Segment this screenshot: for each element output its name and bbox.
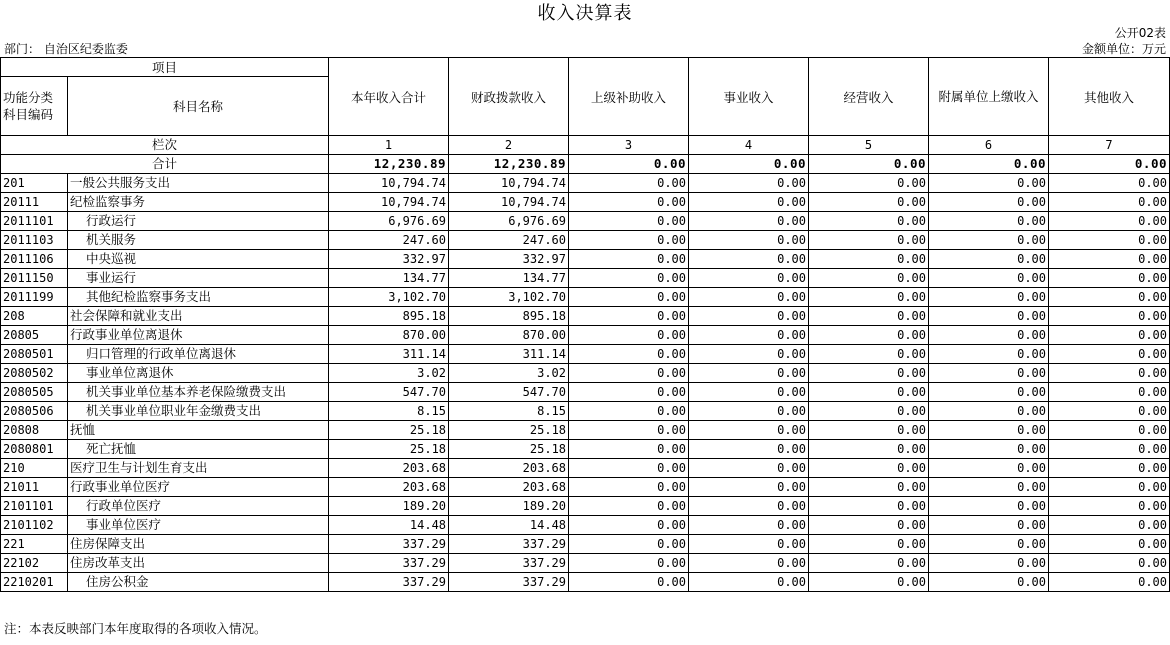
row-value: 0.00 bbox=[569, 402, 689, 421]
row-name: 机关事业单位基本养老保险缴费支出 bbox=[68, 383, 329, 402]
row-value: 0.00 bbox=[569, 554, 689, 573]
total-label: 合计 bbox=[1, 155, 329, 174]
table-row bbox=[1, 231, 1170, 250]
row-value: 0.00 bbox=[569, 383, 689, 402]
table-row bbox=[1, 402, 1170, 421]
row-code: 221 bbox=[1, 535, 68, 554]
row-value: 0.00 bbox=[929, 364, 1049, 383]
row-value: 203.68 bbox=[449, 478, 569, 497]
row-value: 0.00 bbox=[809, 288, 929, 307]
row-value: 0.00 bbox=[1049, 402, 1170, 421]
row-value: 0.00 bbox=[929, 345, 1049, 364]
row-name: 住房保障支出 bbox=[68, 535, 329, 554]
row-name: 住房改革支出 bbox=[68, 554, 329, 573]
row-value: 337.29 bbox=[449, 554, 569, 573]
row-value: 0.00 bbox=[569, 573, 689, 592]
row-value: 870.00 bbox=[329, 326, 449, 345]
row-value: 0.00 bbox=[1049, 573, 1170, 592]
row-code: 22102 bbox=[1, 554, 68, 573]
row-value: 0.00 bbox=[809, 250, 929, 269]
row-value: 895.18 bbox=[329, 307, 449, 326]
row-value: 0.00 bbox=[929, 554, 1049, 573]
row-value: 0.00 bbox=[809, 364, 929, 383]
row-value: 547.70 bbox=[329, 383, 449, 402]
row-code: 2101101 bbox=[1, 497, 68, 516]
row-code: 2011101 bbox=[1, 212, 68, 231]
row-value: 0.00 bbox=[929, 478, 1049, 497]
row-value: 3,102.70 bbox=[329, 288, 449, 307]
row-value: 0.00 bbox=[569, 535, 689, 554]
row-value: 0.00 bbox=[1049, 459, 1170, 478]
row-value: 0.00 bbox=[1049, 345, 1170, 364]
row-value: 0.00 bbox=[689, 250, 809, 269]
column-number: 5 bbox=[809, 136, 929, 155]
column-number-row bbox=[1, 136, 1170, 155]
row-value: 25.18 bbox=[449, 440, 569, 459]
row-value: 0.00 bbox=[809, 326, 929, 345]
row-value: 0.00 bbox=[1049, 231, 1170, 250]
row-value: 25.18 bbox=[329, 421, 449, 440]
row-value: 0.00 bbox=[929, 421, 1049, 440]
row-value: 25.18 bbox=[449, 421, 569, 440]
row-name: 事业单位医疗 bbox=[68, 516, 329, 535]
row-name: 行政运行 bbox=[68, 212, 329, 231]
row-value: 0.00 bbox=[569, 364, 689, 383]
row-value: 0.00 bbox=[929, 497, 1049, 516]
row-value: 0.00 bbox=[1049, 269, 1170, 288]
row-value: 0.00 bbox=[929, 174, 1049, 193]
row-value: 6,976.69 bbox=[449, 212, 569, 231]
row-value: 337.29 bbox=[449, 573, 569, 592]
row-value: 0.00 bbox=[689, 516, 809, 535]
row-value: 0.00 bbox=[1049, 174, 1170, 193]
row-name: 机关事业单位职业年金缴费支出 bbox=[68, 402, 329, 421]
row-value: 203.68 bbox=[329, 478, 449, 497]
row-value: 0.00 bbox=[929, 516, 1049, 535]
row-value: 0.00 bbox=[809, 174, 929, 193]
row-value: 0.00 bbox=[689, 478, 809, 497]
row-value: 0.00 bbox=[929, 250, 1049, 269]
row-value: 0.00 bbox=[809, 345, 929, 364]
total-value: 12,230.89 bbox=[449, 155, 569, 174]
row-value: 311.14 bbox=[329, 345, 449, 364]
row-value: 0.00 bbox=[929, 212, 1049, 231]
row-code: 2011199 bbox=[1, 288, 68, 307]
row-value: 0.00 bbox=[569, 326, 689, 345]
row-name: 事业运行 bbox=[68, 269, 329, 288]
row-value: 10,794.74 bbox=[449, 193, 569, 212]
row-label: 栏次 bbox=[1, 136, 329, 155]
total-row bbox=[1, 155, 1170, 174]
row-value: 247.60 bbox=[329, 231, 449, 250]
row-name: 医疗卫生与计划生育支出 bbox=[68, 459, 329, 478]
row-name: 行政事业单位离退休 bbox=[68, 326, 329, 345]
row-name: 社会保障和就业支出 bbox=[68, 307, 329, 326]
row-value: 0.00 bbox=[569, 193, 689, 212]
row-value: 0.00 bbox=[689, 535, 809, 554]
column-number: 6 bbox=[929, 136, 1049, 155]
row-value: 0.00 bbox=[569, 478, 689, 497]
row-value: 0.00 bbox=[1049, 364, 1170, 383]
table-row bbox=[1, 193, 1170, 212]
row-value: 0.00 bbox=[1049, 288, 1170, 307]
code-header: 功能分类科目编码 bbox=[1, 77, 68, 136]
row-value: 0.00 bbox=[809, 440, 929, 459]
table-row bbox=[1, 554, 1170, 573]
row-code: 208 bbox=[1, 307, 68, 326]
row-value: 0.00 bbox=[809, 573, 929, 592]
column-header: 附属单位上缴收入 bbox=[929, 58, 1049, 136]
row-value: 0.00 bbox=[689, 193, 809, 212]
row-code: 210 bbox=[1, 459, 68, 478]
row-value: 14.48 bbox=[329, 516, 449, 535]
row-value: 3.02 bbox=[449, 364, 569, 383]
row-value: 0.00 bbox=[809, 269, 929, 288]
amount-unit-label: 金额单位：万元 bbox=[1081, 42, 1166, 56]
row-value: 0.00 bbox=[689, 440, 809, 459]
row-name: 一般公共服务支出 bbox=[68, 174, 329, 193]
row-value: 0.00 bbox=[689, 497, 809, 516]
row-value: 0.00 bbox=[929, 231, 1049, 250]
row-code: 21011 bbox=[1, 478, 68, 497]
header-row-top bbox=[1, 58, 1170, 77]
row-name: 中央巡视 bbox=[68, 250, 329, 269]
table-row bbox=[1, 516, 1170, 535]
column-number: 1 bbox=[329, 136, 449, 155]
row-value: 0.00 bbox=[569, 459, 689, 478]
table-note: 注：本表反映部门本年度取得的各项收入情况。 bbox=[4, 621, 267, 636]
row-value: 0.00 bbox=[569, 440, 689, 459]
row-name: 行政事业单位医疗 bbox=[68, 478, 329, 497]
row-value: 0.00 bbox=[809, 383, 929, 402]
row-value: 0.00 bbox=[689, 459, 809, 478]
row-name: 其他纪检监察事务支出 bbox=[68, 288, 329, 307]
row-value: 0.00 bbox=[569, 269, 689, 288]
column-header: 财政拨款收入 bbox=[449, 58, 569, 136]
column-number: 2 bbox=[449, 136, 569, 155]
row-value: 0.00 bbox=[929, 573, 1049, 592]
page-title: 收入决算表 bbox=[537, 3, 633, 24]
row-value: 0.00 bbox=[1049, 421, 1170, 440]
row-name: 归口管理的行政单位离退休 bbox=[68, 345, 329, 364]
column-number: 3 bbox=[569, 136, 689, 155]
table-row bbox=[1, 212, 1170, 231]
row-value: 0.00 bbox=[1049, 497, 1170, 516]
row-value: 0.00 bbox=[689, 573, 809, 592]
row-code: 20805 bbox=[1, 326, 68, 345]
row-value: 0.00 bbox=[1049, 212, 1170, 231]
row-name: 机关服务 bbox=[68, 231, 329, 250]
row-value: 0.00 bbox=[809, 535, 929, 554]
row-value: 0.00 bbox=[809, 459, 929, 478]
row-value: 895.18 bbox=[449, 307, 569, 326]
row-value: 0.00 bbox=[689, 383, 809, 402]
row-value: 0.00 bbox=[809, 307, 929, 326]
row-value: 14.48 bbox=[449, 516, 569, 535]
column-header: 经营收入 bbox=[809, 58, 929, 136]
row-value: 870.00 bbox=[449, 326, 569, 345]
row-value: 10,794.74 bbox=[329, 174, 449, 193]
row-value: 0.00 bbox=[809, 478, 929, 497]
name-header: 科目名称 bbox=[68, 77, 329, 136]
row-value: 0.00 bbox=[809, 421, 929, 440]
row-value: 0.00 bbox=[1049, 535, 1170, 554]
row-value: 0.00 bbox=[689, 269, 809, 288]
form-number: 公开02表 bbox=[1114, 26, 1166, 40]
row-code: 2080506 bbox=[1, 402, 68, 421]
row-value: 0.00 bbox=[929, 402, 1049, 421]
row-value: 6,976.69 bbox=[329, 212, 449, 231]
row-value: 337.29 bbox=[329, 535, 449, 554]
project-header: 项目 bbox=[1, 58, 329, 77]
row-value: 0.00 bbox=[1049, 383, 1170, 402]
row-value: 0.00 bbox=[809, 516, 929, 535]
row-value: 0.00 bbox=[689, 364, 809, 383]
table-row bbox=[1, 345, 1170, 364]
row-value: 134.77 bbox=[329, 269, 449, 288]
row-value: 0.00 bbox=[689, 554, 809, 573]
table-row bbox=[1, 440, 1170, 459]
row-code: 2080801 bbox=[1, 440, 68, 459]
table-row bbox=[1, 535, 1170, 554]
table-row bbox=[1, 364, 1170, 383]
row-value: 10,794.74 bbox=[329, 193, 449, 212]
row-value: 0.00 bbox=[1049, 193, 1170, 212]
table-row bbox=[1, 383, 1170, 402]
row-value: 0.00 bbox=[689, 402, 809, 421]
row-value: 0.00 bbox=[689, 174, 809, 193]
row-value: 0.00 bbox=[929, 535, 1049, 554]
row-value: 0.00 bbox=[1049, 250, 1170, 269]
column-header: 其他收入 bbox=[1049, 58, 1170, 136]
row-value: 0.00 bbox=[569, 516, 689, 535]
row-value: 0.00 bbox=[569, 421, 689, 440]
row-value: 0.00 bbox=[689, 231, 809, 250]
column-header: 本年收入合计 bbox=[329, 58, 449, 136]
row-value: 0.00 bbox=[569, 250, 689, 269]
row-name: 纪检监察事务 bbox=[68, 193, 329, 212]
row-code: 2011150 bbox=[1, 269, 68, 288]
row-code: 2011106 bbox=[1, 250, 68, 269]
table-row bbox=[1, 288, 1170, 307]
row-value: 0.00 bbox=[689, 307, 809, 326]
table-row bbox=[1, 269, 1170, 288]
row-value: 247.60 bbox=[449, 231, 569, 250]
row-value: 10,794.74 bbox=[449, 174, 569, 193]
row-value: 134.77 bbox=[449, 269, 569, 288]
row-value: 0.00 bbox=[569, 174, 689, 193]
row-value: 0.00 bbox=[809, 497, 929, 516]
row-code: 2210201 bbox=[1, 573, 68, 592]
department-label: 部门： 自治区纪委监委 bbox=[4, 42, 128, 56]
row-code: 2011103 bbox=[1, 231, 68, 250]
row-code: 2101102 bbox=[1, 516, 68, 535]
row-name: 住房公积金 bbox=[68, 573, 329, 592]
table-row bbox=[1, 478, 1170, 497]
row-value: 337.29 bbox=[329, 573, 449, 592]
row-value: 0.00 bbox=[929, 440, 1049, 459]
column-header: 上级补助收入 bbox=[569, 58, 689, 136]
row-value: 0.00 bbox=[569, 212, 689, 231]
row-value: 332.97 bbox=[329, 250, 449, 269]
table-row bbox=[1, 573, 1170, 592]
row-value: 337.29 bbox=[329, 554, 449, 573]
row-value: 0.00 bbox=[689, 288, 809, 307]
total-value: 12,230.89 bbox=[329, 155, 449, 174]
total-value: 0.00 bbox=[809, 155, 929, 174]
row-name: 抚恤 bbox=[68, 421, 329, 440]
row-name: 死亡抚恤 bbox=[68, 440, 329, 459]
total-value: 0.00 bbox=[689, 155, 809, 174]
row-value: 0.00 bbox=[929, 326, 1049, 345]
row-value: 0.00 bbox=[809, 193, 929, 212]
row-value: 0.00 bbox=[929, 459, 1049, 478]
row-value: 0.00 bbox=[569, 307, 689, 326]
row-value: 0.00 bbox=[569, 231, 689, 250]
table-row bbox=[1, 250, 1170, 269]
column-number: 4 bbox=[689, 136, 809, 155]
row-value: 0.00 bbox=[809, 212, 929, 231]
column-number: 7 bbox=[1049, 136, 1170, 155]
row-value: 0.00 bbox=[689, 421, 809, 440]
row-value: 189.20 bbox=[329, 497, 449, 516]
row-value: 0.00 bbox=[569, 345, 689, 364]
total-value: 0.00 bbox=[929, 155, 1049, 174]
row-value: 0.00 bbox=[689, 212, 809, 231]
row-value: 0.00 bbox=[1049, 554, 1170, 573]
row-value: 0.00 bbox=[1049, 307, 1170, 326]
row-value: 332.97 bbox=[449, 250, 569, 269]
row-value: 189.20 bbox=[449, 497, 569, 516]
row-value: 547.70 bbox=[449, 383, 569, 402]
row-value: 0.00 bbox=[569, 497, 689, 516]
table-row bbox=[1, 174, 1170, 193]
table-row bbox=[1, 326, 1170, 345]
income-final-accounts-table bbox=[0, 57, 1170, 592]
row-value: 0.00 bbox=[929, 288, 1049, 307]
row-name: 事业单位离退休 bbox=[68, 364, 329, 383]
column-header: 事业收入 bbox=[689, 58, 809, 136]
row-value: 0.00 bbox=[569, 288, 689, 307]
table-row bbox=[1, 497, 1170, 516]
row-value: 0.00 bbox=[809, 402, 929, 421]
row-value: 0.00 bbox=[929, 307, 1049, 326]
row-value: 0.00 bbox=[929, 269, 1049, 288]
table-row bbox=[1, 459, 1170, 478]
row-value: 3.02 bbox=[329, 364, 449, 383]
row-value: 0.00 bbox=[1049, 326, 1170, 345]
row-value: 0.00 bbox=[689, 326, 809, 345]
row-value: 0.00 bbox=[689, 345, 809, 364]
row-value: 203.68 bbox=[449, 459, 569, 478]
row-value: 3,102.70 bbox=[449, 288, 569, 307]
row-value: 203.68 bbox=[329, 459, 449, 478]
row-value: 311.14 bbox=[449, 345, 569, 364]
row-code: 2080502 bbox=[1, 364, 68, 383]
row-value: 0.00 bbox=[929, 193, 1049, 212]
row-value: 0.00 bbox=[809, 554, 929, 573]
row-value: 0.00 bbox=[1049, 478, 1170, 497]
total-value: 0.00 bbox=[1049, 155, 1170, 174]
row-value: 8.15 bbox=[449, 402, 569, 421]
row-code: 201 bbox=[1, 174, 68, 193]
row-name: 行政单位医疗 bbox=[68, 497, 329, 516]
row-code: 20808 bbox=[1, 421, 68, 440]
row-value: 25.18 bbox=[329, 440, 449, 459]
row-value: 337.29 bbox=[449, 535, 569, 554]
row-value: 0.00 bbox=[929, 383, 1049, 402]
total-value: 0.00 bbox=[569, 155, 689, 174]
row-value: 0.00 bbox=[809, 231, 929, 250]
row-value: 8.15 bbox=[329, 402, 449, 421]
table-row bbox=[1, 307, 1170, 326]
row-value: 0.00 bbox=[1049, 516, 1170, 535]
row-code: 2080501 bbox=[1, 345, 68, 364]
row-value: 0.00 bbox=[1049, 440, 1170, 459]
table-row bbox=[1, 421, 1170, 440]
row-code: 2080505 bbox=[1, 383, 68, 402]
row-code: 20111 bbox=[1, 193, 68, 212]
